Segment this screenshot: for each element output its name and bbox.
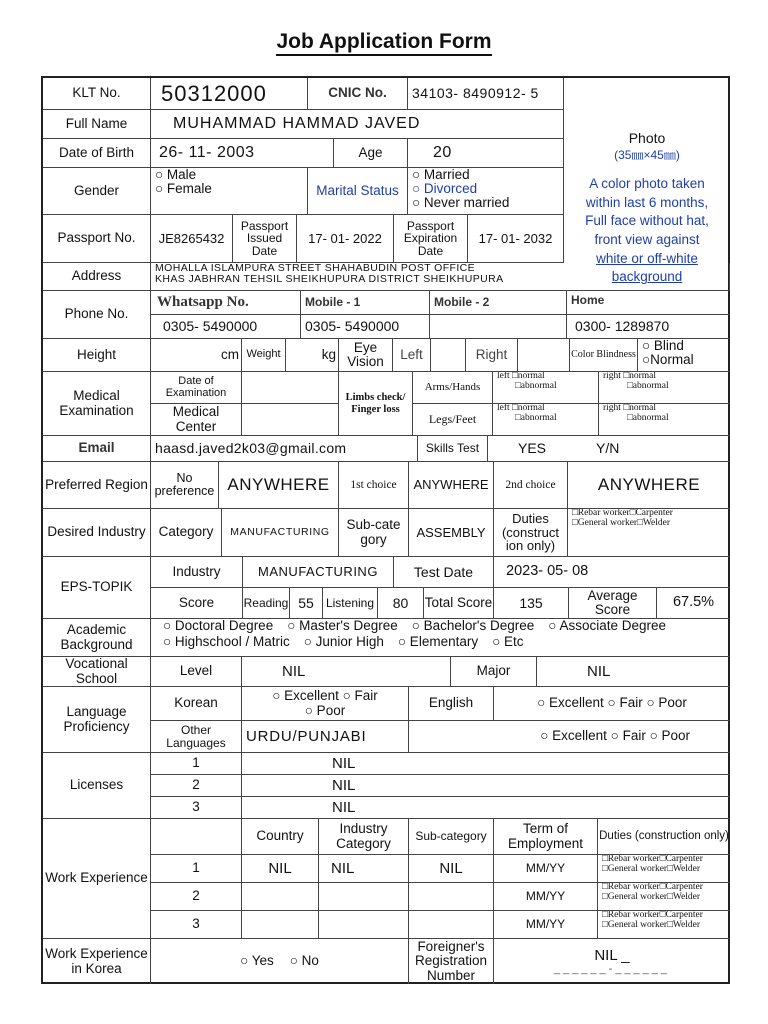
work-header-blank <box>151 819 242 855</box>
preferred-region-label: Preferred Region <box>43 462 151 509</box>
english-label: English <box>409 687 494 721</box>
height-label: Height <box>43 339 151 372</box>
score-label: Score <box>151 588 243 619</box>
eye-right-field[interactable] <box>518 339 570 372</box>
klt-value[interactable]: 50312000 <box>151 78 308 110</box>
level-value[interactable]: NIL <box>242 657 451 687</box>
work-row-2-subcategory[interactable] <box>409 883 494 911</box>
major-value[interactable]: NIL <box>537 657 730 687</box>
passport-label: Passport No. <box>43 215 151 263</box>
korean-options[interactable]: ○ Excellent ○ Fair ○ Poor <box>242 687 409 721</box>
eps-industry-value[interactable]: MANUFACTURING <box>243 557 394 588</box>
weight-label: Weight <box>242 339 286 372</box>
arms-left-options[interactable]: left □normal □abnormal <box>493 372 599 404</box>
exam-date-field[interactable] <box>242 372 339 404</box>
first-choice-label: 1st choice <box>339 462 409 509</box>
address-label: Address <box>43 263 151 291</box>
mobile1-value[interactable]: 0305- 5490000 <box>301 315 430 339</box>
gender-female-radio[interactable]: ○ Female <box>155 181 212 197</box>
total-score-value[interactable]: 135 <box>494 588 569 619</box>
work-subcategory-header: Sub-category <box>409 819 494 855</box>
work-row-3-industry[interactable] <box>319 911 409 939</box>
photo-size: (35㎜×45㎜) <box>614 148 680 162</box>
gender-options[interactable] <box>151 168 308 215</box>
work-row-3-number: 3 <box>151 911 242 939</box>
arms-right-options[interactable]: right □normal □abnormal <box>599 372 730 404</box>
korea-yes-radio[interactable]: ○ Yes <box>240 953 274 969</box>
license-1-value[interactable]: NIL <box>242 753 730 775</box>
work-row-1-number: 1 <box>151 855 242 883</box>
junior-high-radio[interactable]: ○ Junior High <box>303 634 384 650</box>
category-label: Category <box>151 509 222 557</box>
whatsapp-header: Whatsapp No. <box>151 291 301 315</box>
language-label: Language Proficiency <box>43 687 151 753</box>
normal-radio[interactable]: ○Normal <box>642 352 694 368</box>
eye-left-field[interactable] <box>431 339 466 372</box>
home-header: Home <box>567 291 730 315</box>
work-row-1-subcategory[interactable]: NIL <box>409 855 494 883</box>
license-3-value[interactable]: NIL <box>242 797 730 819</box>
license-3-number: 3 <box>151 797 242 819</box>
license-2-number: 2 <box>151 775 242 797</box>
elementary-radio[interactable]: ○ Elementary <box>397 634 479 650</box>
registration-number-label: Foreigner's Registration Number <box>409 939 494 984</box>
eye-right-label: Right <box>466 339 518 372</box>
desired-industry-label: Desired Industry <box>43 509 151 557</box>
sub-category-value[interactable]: ASSEMBLY <box>409 509 494 557</box>
weight-kg-field[interactable]: kg <box>286 339 339 372</box>
average-score-label: Average Score <box>569 588 657 619</box>
duties-label: Duties (construct ion only) <box>494 509 568 557</box>
dob-value[interactable]: 26- 11- 2003 <box>151 139 334 168</box>
cnic-label: CNIC No. <box>308 78 408 110</box>
full-name-value[interactable]: MUHAMMAD HAMMAD JAVED <box>151 110 564 139</box>
bachelors-radio[interactable]: ○ Bachelor's Degree <box>411 619 535 633</box>
application-form <box>41 76 730 984</box>
klt-label: KLT No. <box>43 78 151 110</box>
mobile2-value[interactable] <box>430 315 567 339</box>
no-preference-label: No preference <box>151 462 219 509</box>
vocational-label: Vocational School <box>43 657 151 687</box>
duties-options[interactable]: □Rebar worker□Carpenter □General worker□Welder <box>568 509 730 557</box>
major-label: Major <box>451 657 537 687</box>
skills-test-value[interactable]: YES Y/N <box>488 436 730 462</box>
english-options[interactable]: ○ Excellent ○ Fair ○ Poor <box>494 687 730 721</box>
cnic-value[interactable]: 34103- 8490912- 5 <box>408 78 564 110</box>
height-cm-field[interactable]: cm <box>151 339 242 372</box>
legs-right-options[interactable]: right □normal □abnormal <box>599 404 730 436</box>
academic-options[interactable] <box>151 619 730 657</box>
marital-married-radio[interactable]: ○ Married <box>412 168 470 182</box>
work-duties-header: Duties (construction only) <box>598 819 730 855</box>
work-industry-header: Industry Category <box>319 819 409 855</box>
highschool-radio[interactable]: ○ Highschool / Matric <box>163 634 290 650</box>
email-label: Email <box>43 436 151 462</box>
email-value[interactable]: haasd.javed2k03@gmail.com <box>151 436 418 462</box>
average-score-value[interactable]: 67.5% <box>657 588 730 619</box>
second-choice-label: 2nd choice <box>494 462 568 509</box>
test-date-value[interactable]: 2023- 05- 08 <box>494 557 730 588</box>
full-name-label: Full Name <box>43 110 151 139</box>
gender-label: Gender <box>43 168 151 215</box>
passport-exp-label: Passport Expiration Date <box>394 215 468 263</box>
doctoral-radio[interactable]: ○ Doctoral Degree <box>163 619 274 633</box>
age-label: Age <box>334 139 408 168</box>
passport-exp-value[interactable]: 17- 01- 2032 <box>468 215 564 263</box>
other-languages-label: Other Languages <box>151 721 242 753</box>
photo-title: Photo <box>628 130 666 146</box>
eye-left-label: Left <box>393 339 431 372</box>
work-row-2-duties[interactable]: □Rebar worker□Carpenter □General worker□Welder <box>598 883 730 911</box>
gender-male-radio[interactable]: ○ Male <box>155 168 197 182</box>
skills-test-label: Skills Test <box>418 436 488 462</box>
marital-divorced-radio[interactable]: ○ Divorced <box>412 181 478 197</box>
work-row-1-industry[interactable]: NIL <box>319 855 409 883</box>
arms-hands-label: Arms/Hands <box>413 372 493 404</box>
listening-label: Listening <box>323 588 378 619</box>
age-value[interactable]: 20 <box>408 139 564 168</box>
korea-experience-label: Work Experience in Korea <box>43 939 151 984</box>
reading-value[interactable]: 55 <box>290 588 323 619</box>
passport-issued-value[interactable]: 17- 01- 2022 <box>297 215 394 263</box>
work-row-3-term[interactable]: MM/YY <box>494 911 598 939</box>
marital-options[interactable] <box>408 168 564 215</box>
work-row-1-duties[interactable]: □Rebar worker□Carpenter □General worker□Welder <box>598 855 730 883</box>
photo-instructions: A color photo taken within last 6 months, Full face without hat, front view against white or off-white background <box>585 176 709 285</box>
masters-radio[interactable]: ○ Master's Degree <box>287 619 398 633</box>
korea-experience-options[interactable] <box>151 939 409 984</box>
form-title: Job Application Form <box>0 30 768 54</box>
medical-center-field[interactable] <box>242 404 339 436</box>
mobile2-header: Mobile - 2 <box>430 291 567 315</box>
eps-industry-label: Industry <box>151 557 243 588</box>
marital-never-married-radio[interactable]: ○ Never married <box>412 195 510 211</box>
registration-number-value[interactable]: NIL _ ______-______ <box>553 946 671 975</box>
legs-feet-label: Legs/Feet <box>413 404 493 436</box>
passport-value[interactable]: JE8265432 <box>151 215 233 263</box>
korean-label: Korean <box>151 687 242 721</box>
work-row-1-term[interactable]: MM/YY <box>494 855 598 883</box>
test-date-label: Test Date <box>394 557 494 588</box>
mobile1-header: Mobile - 1 <box>301 291 430 315</box>
other-languages-value[interactable]: URDU/PUNJABI <box>242 721 409 753</box>
other-languages-options[interactable]: ○ Excellent ○ Fair ○ Poor <box>409 721 730 753</box>
level-label: Level <box>151 657 242 687</box>
sub-category-label: Sub-cate gory <box>339 509 409 557</box>
eye-vision-label: Eye Vision <box>339 339 393 372</box>
work-row-2-country[interactable] <box>242 883 319 911</box>
limbs-check-label: Limbs check/ Finger loss <box>339 372 413 436</box>
marital-label: Marital Status <box>308 168 408 215</box>
medical-center-label: Medical Center <box>151 404 242 436</box>
korea-no-radio[interactable]: ○ No <box>289 953 319 969</box>
dob-label: Date of Birth <box>43 139 151 168</box>
address-value[interactable]: MOHALLA ISLAMPURA STREET SHAHABUDIN POST OFFICE KHAS JABHRAN TEHSIL SHEIKHUPURA DISTRICT SHEIKHUPURA <box>151 263 730 291</box>
license-1-number: 1 <box>151 753 242 775</box>
no-preference-value[interactable]: ANYWHERE <box>219 462 339 509</box>
licenses-label: Licenses <box>43 753 151 819</box>
work-row-2-industry[interactable] <box>319 883 409 911</box>
color-blindness-label: Color Blindness <box>570 339 638 372</box>
color-blindness-options[interactable] <box>638 339 730 372</box>
home-value[interactable]: 0300- 1289870 <box>567 315 730 339</box>
legs-left-options[interactable]: left □normal □abnormal <box>493 404 599 436</box>
phone-label: Phone No. <box>43 291 151 339</box>
total-score-label: Total Score <box>424 588 494 619</box>
medical-label: Medical Examination <box>43 372 151 436</box>
academic-label: Academic Background <box>43 619 151 657</box>
photo-box[interactable] <box>564 78 730 290</box>
license-2-value[interactable]: NIL <box>242 775 730 797</box>
work-row-2-term[interactable]: MM/YY <box>494 883 598 911</box>
listening-value[interactable]: 80 <box>378 588 424 619</box>
etc-radio[interactable]: ○ Etc <box>492 634 524 650</box>
reading-label: Reading <box>243 588 290 619</box>
work-row-3-duties[interactable]: □Rebar worker□Carpenter □General worker□Welder <box>598 911 730 939</box>
whatsapp-value[interactable]: 0305- 5490000 <box>151 315 301 339</box>
first-choice-value[interactable]: ANYWHERE <box>409 462 494 509</box>
associate-radio[interactable]: ○ Associate Degree <box>548 619 666 633</box>
work-row-3-country[interactable] <box>242 911 319 939</box>
work-experience-label: Work Experience <box>43 819 151 939</box>
second-choice-value[interactable]: ANYWHERE <box>568 462 730 509</box>
work-term-header: Term of Employment <box>494 819 598 855</box>
exam-date-label: Date of Examination <box>151 372 242 404</box>
category-value[interactable]: MANUFACTURING <box>222 509 339 557</box>
passport-issued-label: Passport Issued Date <box>233 215 297 263</box>
work-row-1-country[interactable]: NIL <box>242 855 319 883</box>
blind-radio[interactable]: ○ Blind <box>642 339 684 353</box>
work-row-3-subcategory[interactable] <box>409 911 494 939</box>
eps-topik-label: EPS-TOPIK <box>43 557 151 619</box>
work-row-2-number: 2 <box>151 883 242 911</box>
work-country-header: Country <box>242 819 319 855</box>
